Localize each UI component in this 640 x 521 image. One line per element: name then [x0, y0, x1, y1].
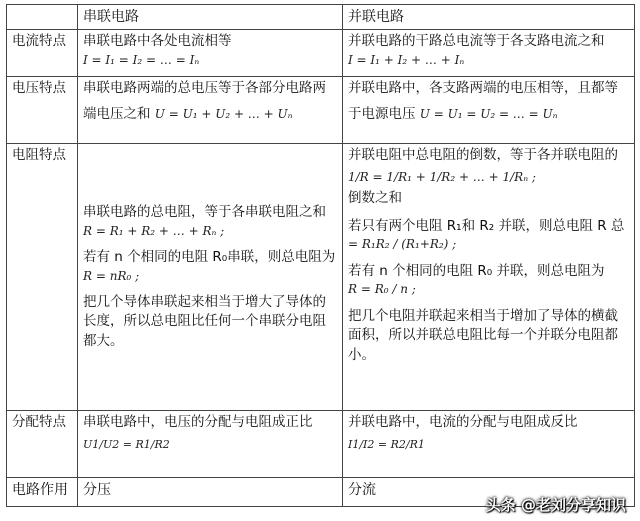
distribution-parallel-formula: I1/I2 = R2/R1 — [348, 437, 425, 451]
distribution-parallel-text: 并联电路中，电流的分配与电阻成反比 — [348, 414, 578, 431]
resistance-parallel-f2: = R₁R₂ / (R₁+R₂) ; — [348, 237, 457, 252]
voltage-series-text1: 串联电路两端的总电压等于各部分电路两 — [83, 80, 326, 97]
cell-distribution-parallel — [343, 411, 635, 478]
resistance-series-p2: 若有 n 个相同的电阻 R₀串联，则总电阻为 — [83, 248, 336, 265]
cell-resistance-series — [78, 144, 343, 411]
spacer — [83, 285, 337, 293]
distribution-series-formula: U1/U2 = R1/R2 — [83, 437, 170, 451]
table-row — [7, 77, 635, 144]
table-row — [7, 411, 635, 478]
cell-voltage-parallel — [343, 77, 635, 144]
cell-current-parallel — [343, 30, 635, 77]
spacer — [348, 254, 629, 262]
resistance-parallel-f3: R = R₀ / n ; — [348, 282, 416, 297]
row-label-current: 电流特点 — [7, 30, 78, 77]
cell-resistance-parallel — [343, 144, 635, 411]
resistance-series-f2: R = nR₀ ; — [83, 268, 140, 283]
comparison-table — [6, 4, 635, 507]
spacer — [348, 209, 629, 217]
voltage-parallel-formula: U = U₁ = U₂ = … = Uₙ — [419, 106, 558, 121]
voltage-parallel-text1: 并联电路中，各支路两端的电压相等，且都等 — [348, 80, 618, 97]
watermark: 头条 @老刘分享知识 — [485, 496, 626, 514]
table-row — [7, 144, 635, 411]
cell-distribution-series — [78, 411, 343, 478]
table-header-row — [7, 5, 635, 30]
voltage-series-formula: U = U₁ + U₂ + … + Uₙ — [154, 106, 293, 121]
spacer — [348, 299, 629, 307]
resistance-parallel-f1: 1/R = 1/R₁ + 1/R₂ + … + 1/Rₙ ; — [348, 169, 536, 184]
current-parallel-formula: I = I₁ + I₂ + … + Iₙ — [348, 52, 465, 67]
voltage-parallel-text2: 于电源电压 — [348, 105, 416, 122]
distribution-series-text: 串联电路中，电压的分配与电阻成正比 — [83, 414, 313, 431]
voltage-series-line2 — [83, 105, 337, 125]
cell-function-parallel: 分流 — [343, 478, 635, 507]
cell-voltage-series — [78, 77, 343, 144]
resistance-series-p3: 把几个导体串联起来相当于增大了导体的长度，所以总电阻比任何一个串联分电阻都大。 — [83, 293, 326, 350]
resistance-series-p1: 串联电路的总电阻，等于各串联电阻之和 — [83, 204, 326, 220]
spacer — [83, 240, 337, 248]
resistance-parallel-p4: 把几个电阻并联起来相当于增加了导体的横截面积，所以并联总电阻比每一个并联分电阻都小。 — [348, 307, 618, 363]
table-row — [7, 30, 635, 77]
header-parallel: 并联电路 — [343, 5, 635, 30]
current-series-formula: I = I₁ = I₂ = … = Iₙ — [83, 52, 200, 67]
resistance-series-f1: R = R₁ + R₂ + … + Rₙ ; — [83, 223, 225, 238]
cell-current-series — [78, 30, 343, 77]
resistance-parallel-p3: 若有 n 个相同的电阻 R₀ 并联，则总电阻为 — [348, 262, 605, 279]
voltage-series-text2: 端电压之和 — [83, 105, 151, 122]
resistance-parallel-p2: 若只有两个电阻 R₁和 R₂ 并联，则总电阻 R 总 — [348, 217, 625, 234]
current-parallel-text: 并联电路的干路总电流等于各支路电流之和 — [348, 33, 605, 50]
row-label-resistance: 电阻特点 — [7, 144, 78, 411]
header-corner — [7, 5, 78, 30]
row-label-voltage: 电压特点 — [7, 77, 78, 144]
resistance-parallel-p1b: 倒数之和 — [348, 190, 402, 207]
cell-function-series: 分压 — [78, 478, 343, 507]
row-label-distribution: 分配特点 — [7, 411, 78, 478]
resistance-parallel-p1: 并联电阻中总电阻的倒数，等于各并联电阻的 — [348, 147, 618, 164]
header-series: 串联电路 — [78, 5, 343, 30]
current-series-text: 串联电路中各处电流相等 — [83, 33, 232, 50]
voltage-parallel-line2 — [348, 105, 629, 125]
row-label-function: 电路作用 — [7, 478, 78, 507]
